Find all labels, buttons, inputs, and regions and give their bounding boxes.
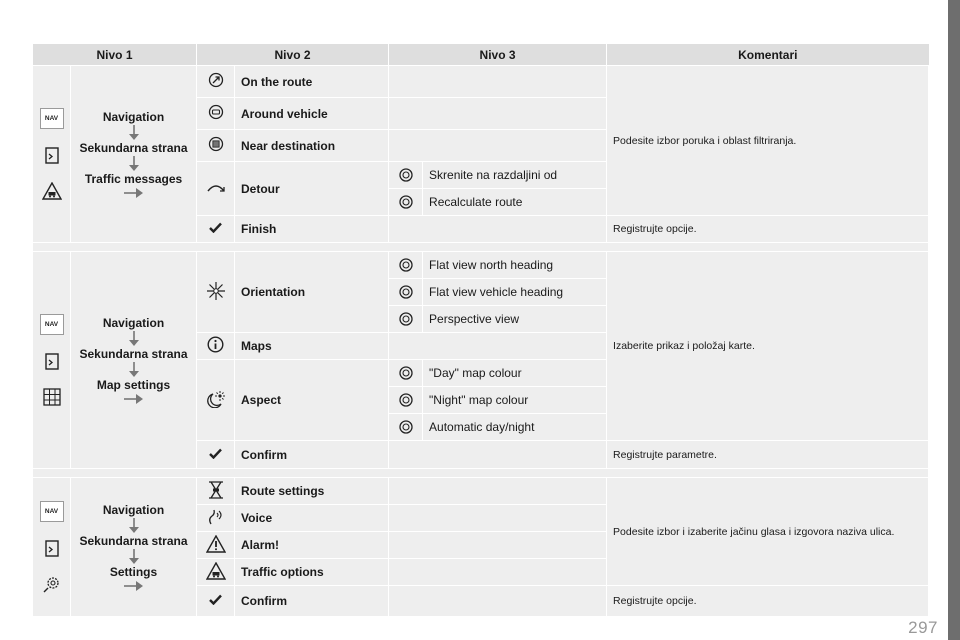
level2-icon-cell (197, 252, 235, 333)
table-row (33, 66, 929, 98)
page-icon (45, 540, 59, 557)
option-icon-cell (389, 387, 423, 414)
comment-cell: Izaberite prikaz i položaj karte. (607, 252, 929, 441)
comment-cell: Registrujte parametre. (607, 441, 929, 469)
level1-step: Settings (109, 564, 158, 579)
level2-icon-cell (197, 216, 235, 243)
page-icon (45, 147, 59, 164)
level2-label: Alarm! (235, 532, 389, 559)
detour-icon (207, 183, 225, 193)
level2-label: Orientation (235, 252, 389, 333)
map-grid-icon (43, 388, 61, 406)
level3-option: Skrenite na razdaljini od (423, 162, 607, 189)
page-number: 297 (908, 618, 938, 637)
level1-path (71, 252, 197, 469)
comment-cell: Podesite izbor poruka i oblast filtriranja. (607, 66, 929, 216)
empty-cell (389, 98, 607, 130)
option-icon-cell (389, 414, 423, 441)
menu-table (32, 44, 929, 617)
radio-option-icon (399, 285, 413, 299)
level1-step: Navigation (102, 315, 165, 330)
header-comments: Komentari (607, 44, 929, 66)
arrow-right-icon (124, 393, 144, 405)
arrow-down-icon (128, 125, 140, 141)
level2-label: Route settings (235, 478, 389, 505)
near-destination-icon (208, 136, 224, 152)
option-icon-cell (389, 360, 423, 387)
traffic-warning-icon (42, 182, 62, 200)
empty-cell (389, 441, 607, 469)
voice-icon (207, 509, 225, 525)
level1-step: Navigation (102, 502, 165, 517)
level2-label: Voice (235, 505, 389, 532)
arrow-right-icon (124, 187, 144, 199)
level2-icon-cell (197, 478, 235, 505)
radio-option-icon (399, 366, 413, 380)
level2-icon-cell (197, 360, 235, 441)
level2-icon-cell (197, 66, 235, 98)
group-separator (33, 469, 929, 478)
settings-gear-icon (43, 575, 61, 593)
radio-option-icon (399, 420, 413, 434)
level1-step: Sekundarna strana (79, 533, 188, 548)
level2-icon-cell (197, 505, 235, 532)
level1-icons (33, 478, 71, 617)
empty-cell (389, 559, 607, 586)
empty-cell (389, 505, 607, 532)
checkmark-icon (209, 222, 222, 233)
empty-cell (389, 478, 607, 505)
radio-option-icon (399, 312, 413, 326)
level2-icon-cell (197, 130, 235, 162)
level3-option: "Night" map colour (423, 387, 607, 414)
option-icon-cell (389, 252, 423, 279)
traffic-options-icon (206, 562, 226, 580)
level3-option: Recalculate route (423, 189, 607, 216)
level2-label: On the route (235, 66, 389, 98)
sidebar-strip (948, 0, 960, 640)
empty-cell (389, 333, 607, 360)
level3-option: "Day" map colour (423, 360, 607, 387)
comment-cell: Registrujte opcije. (607, 586, 929, 617)
radio-option-icon (399, 393, 413, 407)
checkmark-icon (209, 448, 222, 459)
arrow-down-icon (128, 156, 140, 172)
header-row (33, 44, 929, 66)
option-icon-cell (389, 306, 423, 333)
level3-option: Automatic day/night (423, 414, 607, 441)
level2-icon-cell (197, 559, 235, 586)
level2-icon-cell (197, 333, 235, 360)
orientation-icon (206, 281, 226, 301)
empty-cell (389, 532, 607, 559)
table-row (33, 478, 929, 505)
arrow-down-icon (128, 331, 140, 347)
level1-step: Sekundarna strana (79, 140, 188, 155)
around-vehicle-icon (208, 104, 224, 120)
option-icon-cell (389, 162, 423, 189)
separator-cell (33, 243, 929, 252)
level1-step: Traffic messages (84, 171, 183, 186)
arrow-down-icon (128, 549, 140, 565)
level3-option: Flat view north heading (423, 252, 607, 279)
empty-cell (389, 586, 607, 617)
level1-step: Navigation (102, 109, 165, 124)
info-icon (207, 336, 224, 353)
level1-icons (33, 66, 71, 243)
level1-step: Map settings (96, 377, 171, 392)
separator-cell (33, 469, 929, 478)
option-icon-cell (389, 189, 423, 216)
level2-icon-cell (197, 586, 235, 617)
table-row (33, 252, 929, 279)
level2-icon-cell (197, 98, 235, 130)
alarm-warning-icon (206, 535, 226, 553)
checkmark-icon (209, 594, 222, 605)
empty-cell (389, 66, 607, 98)
page-icon (45, 353, 59, 370)
comment-cell: Podesite izbor i izaberite jačinu glasa i izgovora naziva ulica. (607, 478, 929, 586)
level2-icon-cell (197, 162, 235, 216)
level1-path (71, 478, 197, 617)
level1-step: Sekundarna strana (79, 346, 188, 361)
header-level2: Nivo 2 (197, 44, 389, 66)
level2-label: Detour (235, 162, 389, 216)
level2-icon-cell (197, 441, 235, 469)
level2-label: Confirm (235, 586, 389, 617)
empty-cell (389, 130, 607, 162)
level2-icon-cell (197, 532, 235, 559)
nav-badge-icon: NAV (40, 108, 64, 129)
level1-path (71, 66, 197, 243)
day-night-icon (206, 390, 226, 408)
route-settings-icon (207, 481, 225, 499)
level3-option: Perspective view (423, 306, 607, 333)
level2-label: Around vehicle (235, 98, 389, 130)
level2-label: Aspect (235, 360, 389, 441)
header-level3: Nivo 3 (389, 44, 607, 66)
level1-icons (33, 252, 71, 469)
level2-label: Traffic options (235, 559, 389, 586)
nav-badge-icon: NAV (40, 314, 64, 335)
option-icon-cell (389, 279, 423, 306)
level2-label: Confirm (235, 441, 389, 469)
radio-option-icon (399, 168, 413, 182)
header-level1: Nivo 1 (33, 44, 197, 66)
arrow-down-icon (128, 362, 140, 378)
arrow-down-icon (128, 518, 140, 534)
level2-label: Near destination (235, 130, 389, 162)
level3-option: Flat view vehicle heading (423, 279, 607, 306)
level2-label: Finish (235, 216, 389, 243)
arrow-right-icon (124, 580, 144, 592)
comment-cell: Registrujte opcije. (607, 216, 929, 243)
radio-option-icon (399, 258, 413, 272)
nav-badge-icon: NAV (40, 501, 64, 522)
empty-cell (389, 216, 607, 243)
radio-option-icon (399, 195, 413, 209)
on-route-icon (208, 72, 224, 88)
group-separator (33, 243, 929, 252)
level2-label: Maps (235, 333, 389, 360)
